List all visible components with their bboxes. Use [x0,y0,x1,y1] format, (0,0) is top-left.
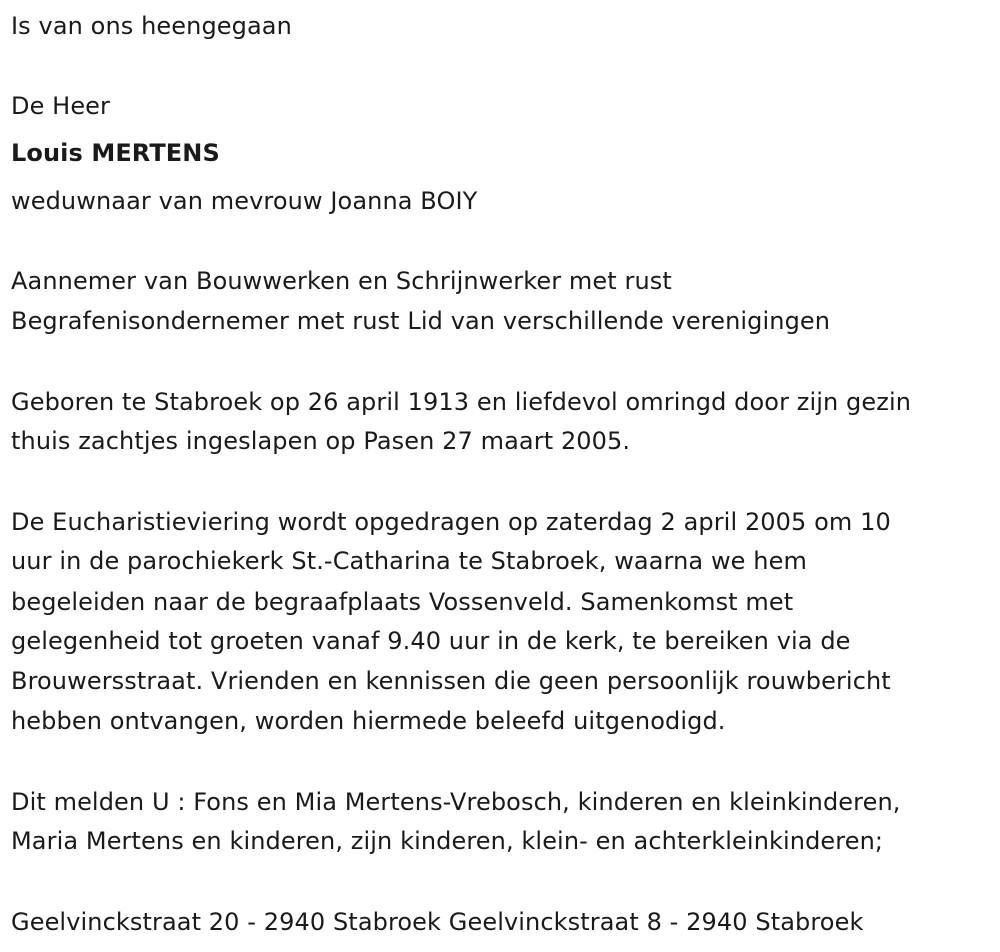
birth-death-line-2: thuis zachtjes ingeslapen op Pasen 27 maart 2005. [11,427,631,455]
address-line: Geelvinckstraat 20 - 2940 Stabroek Geelvinckstraat 8 - 2940 Stabroek [11,908,864,936]
occupation-line-1: Aannemer van Bouwwerken en Schrijnwerker met rust [11,267,672,295]
ceremony-line-1: De Eucharistieviering wordt opgedragen op zaterdag 2 april 2005 om 10 [11,508,891,536]
birth-death-line-1: Geboren te Stabroek op 26 april 1913 en liefdevol omringd door zijn gezin [11,388,912,416]
intro-line: Is van ons heengegaan [11,12,292,40]
title-prefix: De Heer [11,92,111,120]
deceased-name: Louis MERTENS [11,139,220,167]
ceremony-line-5: Brouwersstraat. Vrienden en kennissen die geen persoonlijk rouwbericht [11,667,891,695]
ceremony-line-2: uur in de parochiekerk St.-Catharina te Stabroek, waarna we hem [11,547,807,575]
ceremony-line-3: begeleiden naar de begraafplaats Vossenveld. Samenkomst met [11,588,794,616]
ceremony-line-4: gelegenheid tot groeten vanaf 9.40 uur in de kerk, te bereiken via de [11,627,851,655]
ceremony-line-6: hebben ontvangen, worden hiermede beleefd uitgenodigd. [11,707,726,735]
relation-line: weduwnaar van mevrouw Joanna BOIY [11,187,478,215]
family-line-1: Dit melden U : Fons en Mia Mertens-Vrebosch, kinderen en kleinkinderen, [11,788,901,816]
occupation-line-2: Begrafenisondernemer met rust Lid van verschillende verenigingen [11,307,831,335]
family-line-2: Maria Mertens en kinderen, zijn kinderen, klein- en achterkleinkinderen; [11,827,884,855]
